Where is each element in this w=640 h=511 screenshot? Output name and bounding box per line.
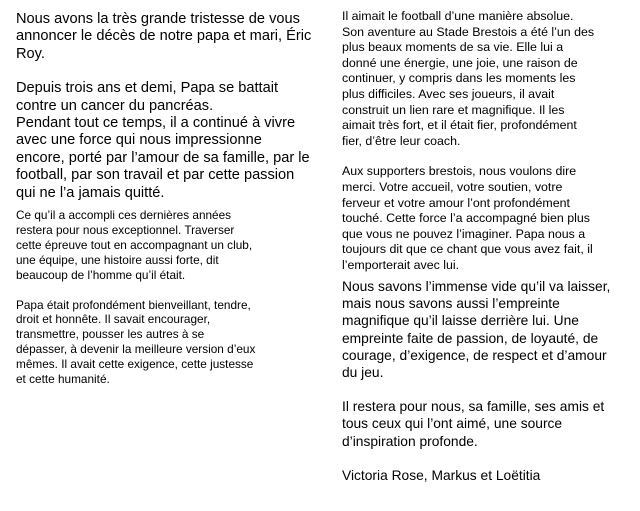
inspiration-paragraph: Il restera pour nous, sa famille, ses amis et tous ceux qui l’ont aimé, une source d’inspiration profonde. [342, 399, 605, 449]
announcement-block [16, 11, 316, 202]
supporters-paragraph: Aux supporters brestois, nous voulons dire merci. Votre accueil, votre soutien, votre ferveur et votre amour l’ont profondément touché. Cette force l’a accompagné bien plus que vous ne pouvez l’imaginer. Papa nous a toujours dit que ce chant que vous avez fait, il l’emporterait avec lui. [342, 164, 593, 272]
legacy-paragraph: Nous savons l’immense vide qu’il va laisser, mais nous savons aussi l’empreinte magnifique qu’il laisse derrière lui. Une empreinte faite de passion, de loyauté, de courage, d’exigence, de respect et d’amour du jeu. [342, 279, 611, 381]
football-block [342, 9, 638, 274]
announcement-paragraph: Nous avons la très grande tristesse de vous annoncer le décès de notre papa et mari, Éric Roy. [16, 11, 312, 62]
football-paragraph: Il aimait le football d’une manière absolue. Son aventure au Stade Brestois a été l’un des plus beaux moments de sa vie. Elle lui a donné une énergie, une joie, une raison de continuer, y compris dans les moments les plus difficiles. Avec ses joueurs, il avait construit un lien rare et magnifique. Il les aimait très fort, et il était fier, profondément fier, d’être leur coach. [342, 9, 595, 148]
illness-paragraph: Depuis trois ans et demi, Papa se battait contre un cancer du pancréas. Pendant tout ce temps, il a continué à vivre avec une force qui nous impressionne encore, porté par l’amour de sa famille, par le football, par son travail et par cette passion qui ne l’a jamais quitté. [16, 80, 310, 201]
character-paragraph: Papa était profondément bienveillant, tendre, droit et honnête. Il savait encourager, transmettre, pousser les autres à se dépasser, à devenir la meilleure version d’eux mêmes. Il avait cette exigence, cette justesse et cette humanité. [16, 297, 256, 387]
signature: Victoria Rose, Markus et Loëtitia [342, 467, 541, 483]
closing-block [342, 278, 638, 484]
achievement-paragraph: Ce qu’il a accompli ces dernières années restera pour nous exceptionnel. Traverser cette épreuve tout en accompagnant un club, une équipe, une histoire aussi forte, dit beaucoup de l’homme qu’il était. [16, 208, 253, 282]
legacy-block [16, 208, 316, 387]
right-column [320, 0, 640, 511]
